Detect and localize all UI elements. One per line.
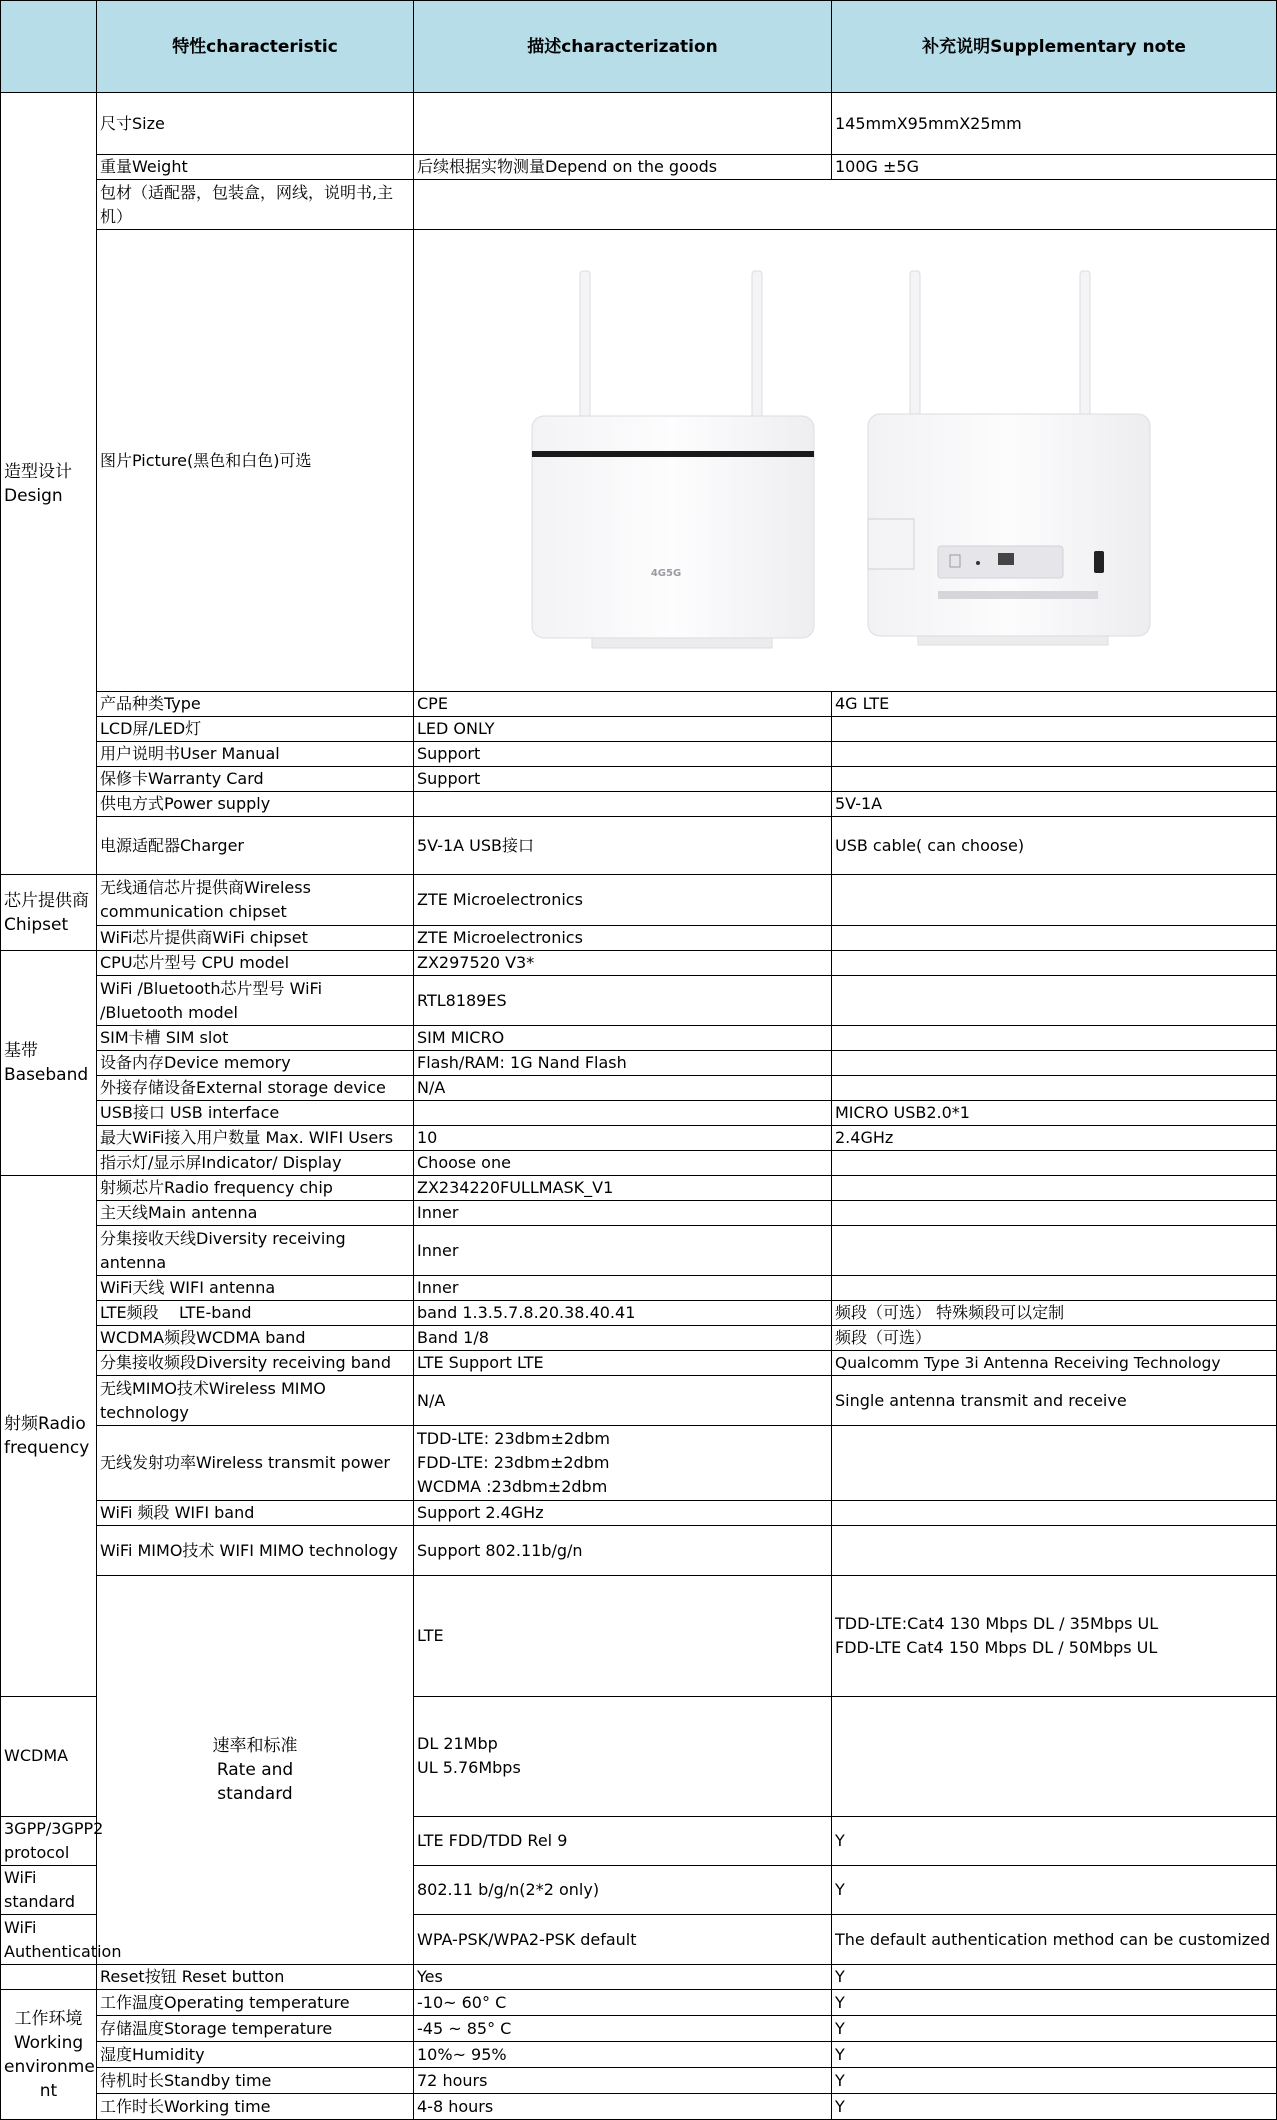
desc-cell: ZTE Microelectronics	[414, 875, 832, 926]
feature-cell: 用户说明书User Manual	[97, 742, 414, 767]
note-cell	[832, 767, 1277, 792]
table-row	[1, 2094, 1277, 2120]
note-cell	[832, 1076, 1277, 1101]
feature-cell: 主天线Main antenna	[97, 1201, 414, 1226]
router-front-image	[532, 271, 832, 651]
note-cell	[832, 976, 1277, 1026]
note-cell	[832, 1176, 1277, 1201]
feature-cell: LTE频段 LTE-band	[97, 1301, 414, 1326]
desc-cell: Support 802.11b/g/n	[414, 1526, 832, 1576]
note-cell: Y	[832, 1965, 1277, 1990]
note-cell	[832, 1276, 1277, 1301]
desc-cell: band 1.3.5.7.8.20.38.40.41	[414, 1301, 832, 1326]
feature-cell: WiFi MIMO技术 WIFI MIMO technology	[97, 1526, 414, 1576]
table-row	[1, 792, 1277, 817]
group-radio: 射频Radio frequency	[1, 1176, 97, 1697]
header-characterization: 描述characterization	[414, 1, 832, 93]
table-row	[1, 93, 1277, 155]
table-row	[1, 1126, 1277, 1151]
group-rate: 速率和标准 Rate and standard	[97, 1576, 414, 1965]
desc-cell: LED ONLY	[414, 717, 832, 742]
feature-cell: 设备内存Device memory	[97, 1051, 414, 1076]
table-row	[1, 692, 1277, 717]
group-design: 造型设计 Design	[1, 93, 97, 875]
desc-cell: Choose one	[414, 1151, 832, 1176]
note-cell	[832, 1026, 1277, 1051]
desc-cell	[414, 1101, 832, 1126]
table-row	[1, 767, 1277, 792]
feature-cell: WiFi /Bluetooth芯片型号 WiFi /Bluetooth model	[97, 976, 414, 1026]
table-row	[1, 717, 1277, 742]
note-cell	[832, 926, 1277, 951]
feature-cell: 外接存储设备External storage device	[97, 1076, 414, 1101]
table-row	[1, 1051, 1277, 1076]
product-picture-cell	[414, 230, 1277, 692]
desc-cell: 802.11 b/g/n(2*2 only)	[414, 1866, 832, 1915]
desc-cell	[414, 180, 1277, 230]
feature-cell: WCDMA频段WCDMA band	[97, 1326, 414, 1351]
table-row	[1, 1526, 1277, 1576]
table-row	[1, 1965, 1277, 1990]
header-supplementary-note: 补充说明Supplementary note	[832, 1, 1277, 93]
table-row	[1, 1176, 1277, 1201]
feature-cell: CPU芯片型号 CPU model	[97, 951, 414, 976]
feature-cell: WCDMA	[1, 1696, 97, 1817]
table-row	[1, 2068, 1277, 2094]
header-characteristic: 特性characteristic	[97, 1, 414, 93]
desc-cell: N/A	[414, 1076, 832, 1101]
feature-cell: 无线发射功率Wireless transmit power	[97, 1426, 414, 1501]
feature-cell: 待机时长Standby time	[97, 2068, 414, 2094]
feature-cell: 最大WiFi接入用户数量 Max. WIFI Users	[97, 1126, 414, 1151]
desc-cell: ZTE Microelectronics	[414, 926, 832, 951]
feature-cell: 分集接收频段Diversity receiving band	[97, 1351, 414, 1376]
table-row	[1, 1501, 1277, 1526]
feature-cell: 射频芯片Radio frequency chip	[97, 1176, 414, 1201]
note-cell: 频段（可选）	[832, 1326, 1277, 1351]
note-cell	[832, 1201, 1277, 1226]
desc-cell: LTE Support LTE	[414, 1351, 832, 1376]
feature-cell: 无线通信芯片提供商Wireless communication chipset	[97, 875, 414, 926]
feature-cell: 无线MIMO技术Wireless MIMO technology	[97, 1376, 414, 1426]
feature-cell: 产品种类Type	[97, 692, 414, 717]
desc-cell: CPE	[414, 692, 832, 717]
note-cell: 145mmX95mmX25mm	[832, 93, 1277, 155]
desc-cell: ZX297520 V3*	[414, 951, 832, 976]
desc-cell	[414, 93, 832, 155]
table-row	[1, 1326, 1277, 1351]
note-cell: Y	[832, 2094, 1277, 2120]
table-row	[1, 1201, 1277, 1226]
note-cell	[832, 951, 1277, 976]
desc-cell: DL 21Mbp UL 5.76Mbps	[414, 1696, 832, 1817]
desc-cell: Support 2.4GHz	[414, 1501, 832, 1526]
table-row	[1, 2016, 1277, 2042]
note-cell: 2.4GHz	[832, 1126, 1277, 1151]
desc-cell: 72 hours	[414, 2068, 832, 2094]
feature-cell: 工作温度Operating temperature	[97, 1990, 414, 2016]
note-cell: Y	[832, 2068, 1277, 2094]
desc-cell: 5V-1A USB接口	[414, 817, 832, 875]
feature-cell: 电源适配器Charger	[97, 817, 414, 875]
feature-cell: 保修卡Warranty Card	[97, 767, 414, 792]
desc-cell: LTE FDD/TDD Rel 9	[414, 1817, 832, 1866]
note-cell: Y	[832, 1990, 1277, 2016]
desc-cell: TDD-LTE:Cat4 130 Mbps DL / 35Mbps UL FDD-LTE Cat4 150 Mbps DL / 50Mbps UL	[832, 1576, 1277, 1697]
table-row	[1, 817, 1277, 875]
feature-cell: 分集接收天线Diversity receiving antenna	[97, 1226, 414, 1276]
feature-cell: 尺寸Size	[97, 93, 414, 155]
table-row	[1, 1076, 1277, 1101]
note-cell	[832, 875, 1277, 926]
note-cell: The default authentication method can be customized	[832, 1915, 1277, 1965]
desc-cell: Flash/RAM: 1G Nand Flash	[414, 1051, 832, 1076]
table-row	[1, 1376, 1277, 1426]
feature-cell: SIM卡槽 SIM slot	[97, 1026, 414, 1051]
feature-cell: WiFi Authentication	[1, 1915, 97, 1965]
feature-cell: LTE	[414, 1576, 832, 1697]
table-row	[1, 230, 1277, 692]
desc-cell: TDD-LTE: 23dbm±2dbm FDD-LTE: 23dbm±2dbm WCDMA :23dbm±2dbm	[414, 1426, 832, 1501]
table-row	[1, 926, 1277, 951]
feature-cell: 3GPP/3GPP2 protocol	[1, 1817, 97, 1866]
desc-cell: Inner	[414, 1201, 832, 1226]
desc-cell: -10~ 60° C	[414, 1990, 832, 2016]
table-row	[1, 1101, 1277, 1126]
desc-cell: RTL8189ES	[414, 976, 832, 1026]
note-cell: Y	[832, 1866, 1277, 1915]
note-cell	[832, 1501, 1277, 1526]
note-cell	[832, 1226, 1277, 1276]
table-row	[1, 1351, 1277, 1376]
note-cell: USB cable( can choose)	[832, 817, 1277, 875]
table-row	[1, 1426, 1277, 1501]
table-row	[1, 875, 1277, 926]
feature-cell: 供电方式Power supply	[97, 792, 414, 817]
group-chipset: 芯片提供商 Chipset	[1, 875, 97, 951]
note-cell	[832, 742, 1277, 767]
feature-cell: 图片Picture(黑色和白色)可选	[97, 230, 414, 692]
note-cell	[832, 717, 1277, 742]
desc-cell: Support	[414, 767, 832, 792]
note-cell	[832, 1426, 1277, 1501]
desc-cell: 4-8 hours	[414, 2094, 832, 2120]
feature-cell: 湿度Humidity	[97, 2042, 414, 2068]
desc-cell: Support	[414, 742, 832, 767]
note-cell: Y	[832, 2016, 1277, 2042]
feature-cell: WiFi天线 WIFI antenna	[97, 1276, 414, 1301]
table-row	[1, 1576, 1277, 1697]
desc-cell: 后续根据实物测量Depend on the goods	[414, 155, 832, 180]
feature-cell: 包材（适配器，包装盒，网线，说明书,主机）	[97, 180, 414, 230]
note-cell: 100G ±5G	[832, 155, 1277, 180]
desc-cell: SIM MICRO	[414, 1026, 832, 1051]
note-cell: 4G LTE	[832, 692, 1277, 717]
desc-cell: Inner	[414, 1226, 832, 1276]
desc-cell: Inner	[414, 1276, 832, 1301]
desc-cell: WPA-PSK/WPA2-PSK default	[414, 1915, 832, 1965]
note-cell	[832, 1151, 1277, 1176]
note-cell: 5V-1A	[832, 792, 1277, 817]
note-cell: 频段（可选） 特殊频段可以定制	[832, 1301, 1277, 1326]
feature-cell: 重量Weight	[97, 155, 414, 180]
group-blank	[1, 1965, 97, 1990]
desc-cell: N/A	[414, 1376, 832, 1426]
feature-cell: 工作时长Working time	[97, 2094, 414, 2120]
feature-cell: WiFi standard	[1, 1866, 97, 1915]
table-row	[1, 1026, 1277, 1051]
feature-cell: 指示灯/显示屏Indicator/ Display	[97, 1151, 414, 1176]
header-row	[1, 1, 1277, 93]
desc-cell	[414, 792, 832, 817]
table-row	[1, 951, 1277, 976]
note-cell	[832, 1526, 1277, 1576]
feature-cell: WiFi 频段 WIFI band	[97, 1501, 414, 1526]
table-row	[1, 1301, 1277, 1326]
note-cell: Single antenna transmit and receive	[832, 1376, 1277, 1426]
feature-cell: WiFi芯片提供商WiFi chipset	[97, 926, 414, 951]
table-row	[1, 1226, 1277, 1276]
feature-cell: USB接口 USB interface	[97, 1101, 414, 1126]
group-baseband: 基带 Baseband	[1, 951, 97, 1176]
note-cell	[832, 1051, 1277, 1076]
desc-cell: ZX234220FULLMASK_V1	[414, 1176, 832, 1201]
table-row	[1, 976, 1277, 1026]
desc-cell: 10	[414, 1126, 832, 1151]
desc-cell: -45 ~ 85° C	[414, 2016, 832, 2042]
desc-cell: 10%~ 95%	[414, 2042, 832, 2068]
table-row	[1, 1151, 1277, 1176]
table-row	[1, 155, 1277, 180]
header-blank	[1, 1, 97, 93]
desc-cell: Band 1/8	[414, 1326, 832, 1351]
table-row	[1, 1990, 1277, 2016]
feature-cell: LCD屏/LED灯	[97, 717, 414, 742]
feature-cell: Reset按钮 Reset button	[97, 1965, 414, 1990]
table-row	[1, 180, 1277, 230]
group-env: 工作环境 Working environme nt	[1, 1990, 97, 2120]
note-cell: Qualcomm Type 3i Antenna Receiving Technology	[832, 1351, 1277, 1376]
table-row	[1, 1276, 1277, 1301]
desc-cell: Yes	[414, 1965, 832, 1990]
router-back-image	[858, 271, 1158, 651]
table-row	[1, 742, 1277, 767]
table-row	[1, 2042, 1277, 2068]
note-cell: Y	[832, 1817, 1277, 1866]
note-cell: MICRO USB2.0*1	[832, 1101, 1277, 1126]
router-badge: 4G5G	[650, 567, 682, 579]
feature-cell: 存储温度Storage temperature	[97, 2016, 414, 2042]
note-cell: Y	[832, 2042, 1277, 2068]
